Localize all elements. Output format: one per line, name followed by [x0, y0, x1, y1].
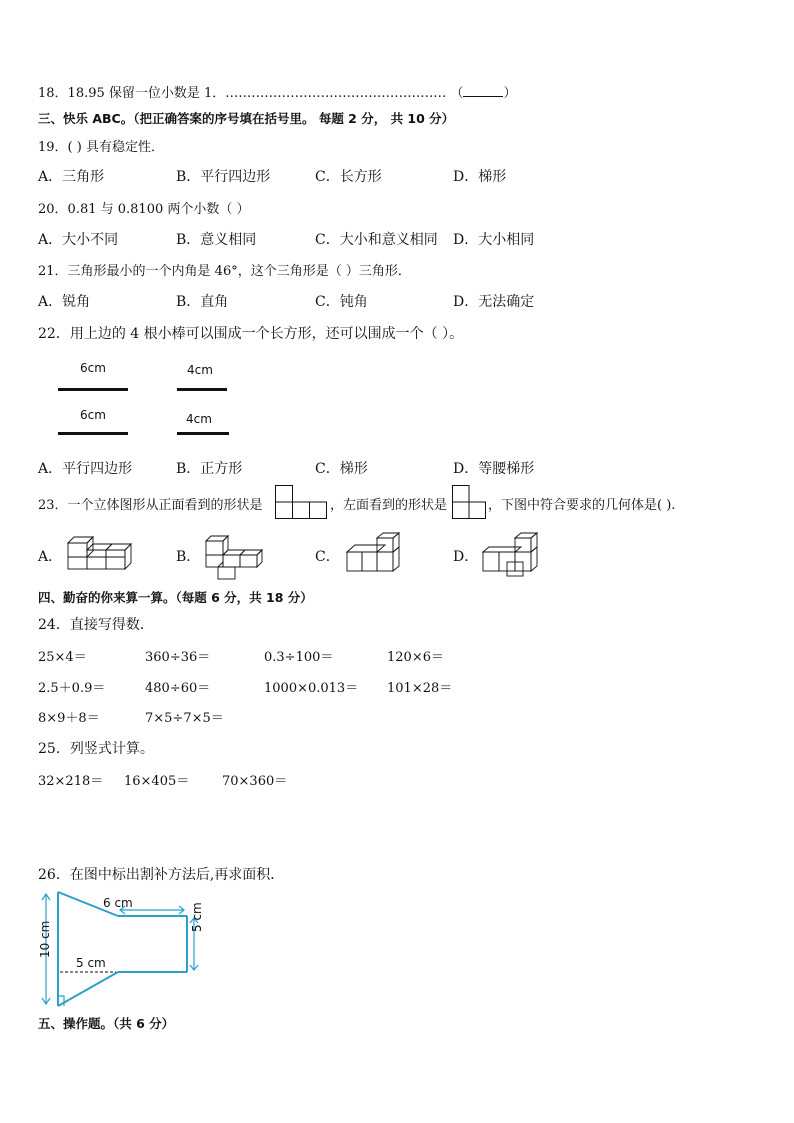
front-view-icon: [275, 485, 327, 519]
option-c[interactable]: C．: [315, 549, 340, 565]
option-c[interactable]: C．钝角: [315, 294, 368, 310]
calc-item: 101×28＝: [387, 681, 453, 696]
cube-solid-d-icon[interactable]: [479, 532, 541, 578]
question-19-text: 19．( ) 具有稳定性．: [38, 140, 164, 155]
option-d[interactable]: D．等腰梯形: [453, 461, 535, 477]
stick-label: 4cm: [187, 363, 213, 377]
question-23-part2: ，左面看到的形状是: [330, 498, 448, 513]
stick: [58, 432, 128, 435]
section-5-title: 五、操作题。（共 6 分）: [38, 1016, 175, 1031]
calc-item: 16×405＝: [124, 774, 190, 789]
option-b[interactable]: B．平行四边形: [176, 169, 271, 185]
question-24-text: 24．直接写得数．: [38, 617, 154, 633]
option-a[interactable]: A．三角形: [38, 169, 105, 185]
cube-solid-a-icon[interactable]: [66, 534, 132, 570]
answer-blank[interactable]: [463, 84, 503, 97]
calc-item: 70×360＝: [222, 774, 288, 789]
option-d[interactable]: D．大小相同: [453, 232, 535, 248]
calc-item: 25×4＝: [38, 650, 87, 665]
calc-item: 0.3÷100＝: [264, 650, 334, 665]
calc-item: 480÷60＝: [145, 681, 211, 696]
option-b[interactable]: B．直角: [176, 294, 229, 310]
calc-item: 7×5÷7×5＝: [145, 711, 224, 726]
option-c[interactable]: C．大小和意义相同: [315, 232, 438, 248]
stick-label: 6cm: [80, 361, 106, 375]
question-23-part1: 23．一个立体图形从正面看到的形状是: [38, 498, 263, 513]
question-21-text: 21．三角形最小的一个内角是 46°，这个三角形是（ ）三角形．: [38, 264, 411, 279]
option-b[interactable]: B．: [176, 549, 201, 565]
question-22-text: 22．用上边的 4 根小棒可以围成一个长方形，还可以围成一个（ ）。: [38, 326, 464, 342]
stick: [177, 388, 227, 391]
question-18-text: 18．18.95 保留一位小数是 1．…………………………………………… （: [38, 86, 464, 101]
calc-item: 1000×0.013＝: [264, 681, 359, 696]
option-c[interactable]: C．梯形: [315, 461, 368, 477]
question-23-part3: ，下图中符合要求的几何体是( ).: [488, 498, 676, 513]
dimension-label-right: 5 cm: [190, 902, 204, 932]
calc-item: 120×6＝: [387, 650, 444, 665]
option-d[interactable]: D．: [453, 549, 479, 565]
question-23-text: [38, 494, 263, 513]
calc-item: 360÷36＝: [145, 650, 211, 665]
option-d[interactable]: D．梯形: [453, 169, 507, 185]
option-c[interactable]: C．长方形: [315, 169, 382, 185]
option-a[interactable]: A．大小不同: [38, 232, 119, 248]
cube-solid-c-icon[interactable]: [341, 532, 403, 574]
question-18: [38, 82, 516, 101]
question-25-text: 25．列竖式计算。: [38, 741, 154, 757]
section-4-title: 四、勤奋的你来算一算。（每题 6 分，共 18 分）: [38, 590, 313, 605]
option-b[interactable]: B．意义相同: [176, 232, 257, 248]
dimension-label-middle: 5 cm: [76, 956, 106, 970]
stick: [58, 388, 128, 391]
stick: [177, 432, 229, 435]
stick-label: 4cm: [186, 412, 212, 426]
left-view-icon: [452, 485, 486, 519]
question-18-close: ）: [503, 86, 517, 101]
question-20-text: 20．0.81 与 0.8100 两个小数（ ）: [38, 202, 250, 217]
question-26-text: 26．在图中标出割补方法后,再求面积．: [38, 867, 285, 883]
section-3-title: 三、快乐 ABC。（把正确答案的序号填在括号里。 每题 2 分， 共 10 分）: [38, 111, 455, 126]
dimension-label-left: 10 cm: [38, 920, 52, 958]
dimension-label-top: 6 cm: [103, 896, 133, 910]
calc-item: 2.5＋0.9＝: [38, 681, 106, 696]
stick-label: 6cm: [80, 408, 106, 422]
calc-item: 8×9＋8＝: [38, 711, 100, 726]
cube-solid-b-icon[interactable]: [204, 534, 266, 580]
calc-item: 32×218＝: [38, 774, 104, 789]
option-b[interactable]: B．正方形: [176, 461, 243, 477]
option-a[interactable]: A．平行四边形: [38, 461, 133, 477]
option-a[interactable]: A．: [38, 549, 63, 565]
option-a[interactable]: A．锐角: [38, 294, 91, 310]
option-d[interactable]: D．无法确定: [453, 294, 535, 310]
